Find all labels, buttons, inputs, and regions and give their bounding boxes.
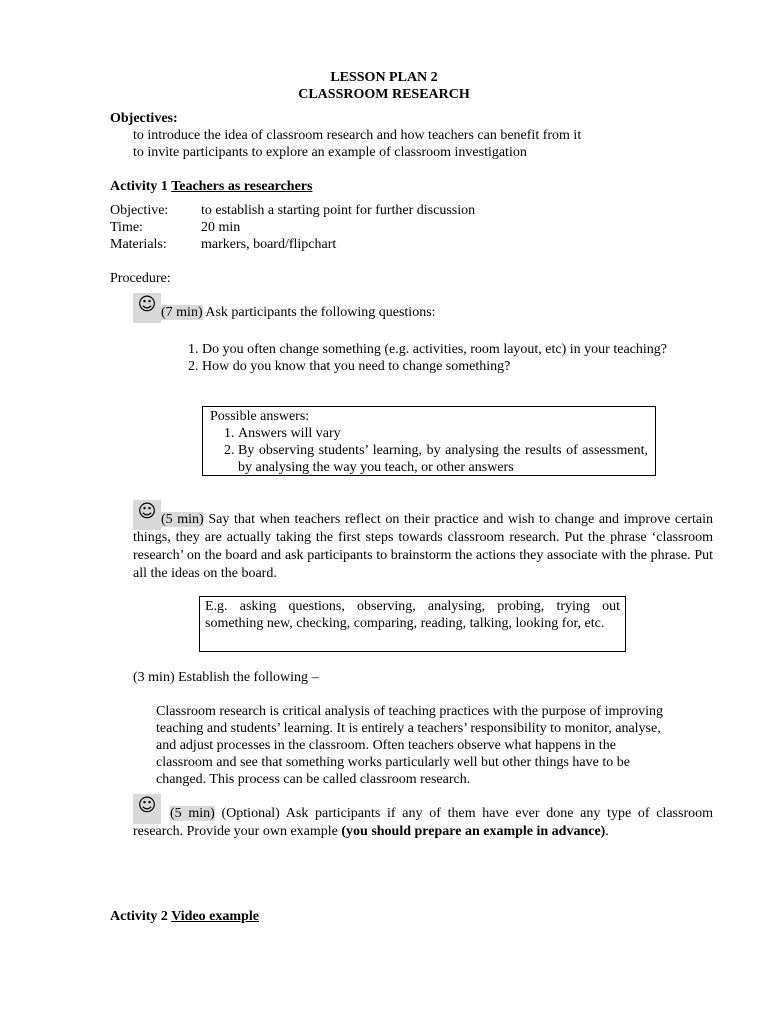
list-item: 2. How do you know that you need to change something? xyxy=(202,358,713,375)
activity2-title: Video example xyxy=(171,909,259,924)
list-item: 1. Answers will vary xyxy=(238,425,648,442)
info-row-materials xyxy=(110,236,670,253)
step1-instruction xyxy=(161,304,436,321)
info-value: markers, board/flipchart xyxy=(201,237,337,252)
step-end: . xyxy=(605,824,609,839)
info-value: to establish a starting point for further discussion xyxy=(201,203,476,218)
step-text: (Optional) Ask participants if any of them have ever done any type of classroom research. Provide your own example xyxy=(133,806,713,839)
question-list xyxy=(180,341,713,375)
activity1-title: Teachers as researchers xyxy=(171,179,313,194)
activity2-heading xyxy=(110,908,259,925)
info-row-time xyxy=(110,219,670,236)
list-item: 1. Do you often change something (e.g. activities, room layout, etc) in your teaching? xyxy=(202,341,713,358)
smiley-icon: ☺ xyxy=(133,500,161,530)
info-label: Objective: xyxy=(110,203,169,218)
list-item: 2. By observing students’ learning, by analysing the results of assessment, by analysing the way you teach, or other answers xyxy=(238,442,648,476)
document-subtitle: CLASSROOM RESEARCH xyxy=(298,87,470,102)
activity1-prefix: Activity 1 xyxy=(110,179,172,194)
step-text: Say that when teachers reflect on their practice and wish to change and improve certain things, they are actually taking the first steps towards classroom research. Put the phrase ‘classroom research’ on the board and ask participants to brainstorm the actions they associate with the phrase. Put all the ideas on the board. xyxy=(133,512,714,581)
activity1-info xyxy=(110,202,670,253)
possible-answers-box xyxy=(202,406,656,476)
answers-list xyxy=(210,425,648,476)
objectives-heading: Objectives: xyxy=(110,111,178,126)
info-label: Materials: xyxy=(110,237,167,252)
step-text: Ask participants the following questions: xyxy=(202,305,436,320)
step2-instruction xyxy=(133,511,713,583)
step4-instruction xyxy=(133,805,713,841)
activity1-heading xyxy=(110,178,312,195)
objective-item: to introduce the idea of classroom research and how teachers can benefit from it xyxy=(133,128,582,143)
answers-title: Possible answers: xyxy=(210,409,310,424)
info-value: 20 min xyxy=(201,220,241,235)
lesson-plan-title: LESSON PLAN 2 xyxy=(330,70,438,85)
step-bold-note: (you should prepare an example in advance) xyxy=(341,824,606,839)
smiley-icon: ☺ xyxy=(133,293,161,323)
info-row-objective xyxy=(110,202,670,219)
procedure-label: Procedure: xyxy=(110,271,171,286)
step3-instruction: (3 min) Establish the following – xyxy=(133,670,319,685)
step-time: (5 min) xyxy=(161,512,204,527)
step-time: (5 min) xyxy=(170,806,215,821)
example-box: E.g. asking questions, observing, analysing, probing, trying out something new, checking, comparing, reading, talking, looking for, etc. xyxy=(199,596,626,652)
step-time: (7 min) xyxy=(161,305,203,320)
info-label: Time: xyxy=(110,220,143,235)
classroom-research-definition: Classroom research is critical analysis of teaching practices with the purpose of improving teaching and students’ learning. It is entirely a teachers’ responsibility to monitor, analyse, and adjust processes in the classroom. Often teachers observe what happens in the classroom and see that something works particularly well but other things have to be changed. This process can be called classroom research. xyxy=(156,704,663,787)
smiley-icon: ☺ xyxy=(133,794,161,824)
activity2-prefix: Activity 2 xyxy=(110,909,172,924)
objective-item: to invite participants to explore an example of classroom investigation xyxy=(133,145,527,160)
